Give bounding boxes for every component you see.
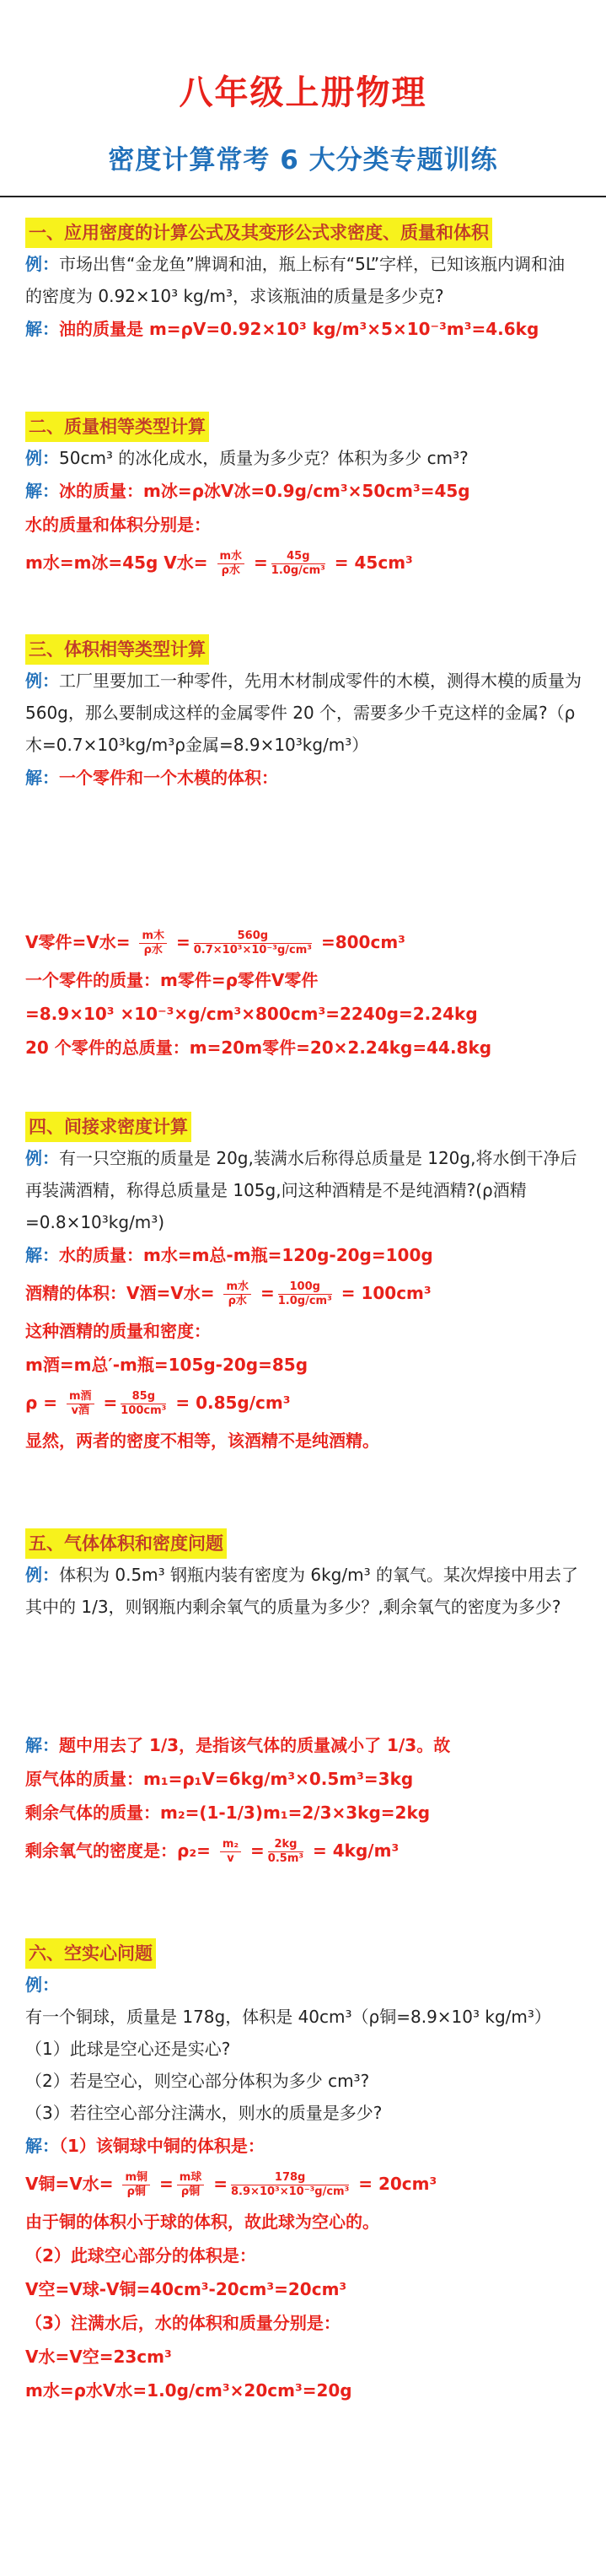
section-5-answer-2: 原气体的质量：m₁=ρ₁V=6kg/m³×0.5m³=3kg — [25, 1769, 414, 1789]
section-5 — [25, 1528, 582, 1872]
section-6-answer-7: V水=V空=23cm³ — [25, 2347, 172, 2367]
fraction: $\frac{\text{m酒}}{\text{v酒}}$ — [67, 1390, 94, 1418]
blank-space — [25, 1623, 582, 1728]
page-subtitle: 密度计算常考 6 大分类专题训练 — [108, 145, 498, 175]
section-2-answer-1: 解：冰的质量：m冰=ρ冰V冰=0.9g/cm³×50cm³=45g — [25, 481, 470, 501]
fraction: $\frac{560g}{\text{0.7×10³×10⁻³g/cm³}}$ — [193, 930, 312, 957]
example-label: 例： — [25, 254, 59, 274]
section-4-conclusion: 显然，两者的密度不相等，该酒精不是纯酒精。 — [25, 1431, 379, 1451]
section-4-formula-1: 酒精的体积：V酒=V水= $\frac{\text{m水}}{\text{ρ水}}$ = $\frac{100g}{\text{1.0g/cm³}}$ = 100cm³ — [25, 1280, 432, 1307]
blank-space — [25, 795, 582, 921]
section-3-answer-1: 解：一个零件和一个木模的体积： — [25, 768, 278, 788]
section-2-answer-2: 水的质量和体积分别是： — [25, 515, 211, 535]
section-6-question: 例：有一个铜球，质量是 178g，体积是 40cm³（ρ铜=8.9×10³ kg/m³） — [25, 1975, 551, 2027]
fraction: $\frac{\text{m铜}}{\text{ρ铜}}$ — [122, 2171, 150, 2199]
fraction: $\frac{178g}{\text{8.9×10³×10⁻³g/cm³}}$ — [231, 2171, 350, 2198]
section-5-heading: 五、气体体积和密度问题 — [25, 1528, 227, 1559]
section-4-heading: 四、间接求密度计算 — [25, 1112, 191, 1142]
section-5-answer-3: 剩余气体的质量：m₂=(1-1/3)m₁=2/3×3kg=2kg — [25, 1803, 431, 1823]
section-3-question: 例：工厂里要加工一种零件，先用木材制成零件的木模，测得木模的质量为 560g，那么要制成这样的金属零件 20 个，需要多少千克这样的金属?（ρ木=0.7×10³kg/m³ρ金属=8.9×10³kg/m³） — [25, 671, 582, 755]
fraction: $\frac{85g}{\text{100cm³}}$ — [121, 1390, 167, 1417]
section-3-answer-4: =8.9×10³ ×10⁻³×g/cm³×800cm³=2240g=2.24kg — [25, 1004, 478, 1024]
section-3-answer-5: 20 个零件的总质量：m=20m零件=20×2.24kg=44.8kg — [25, 1037, 492, 1058]
section-1-answer: 解：油的质量是 m=ρV=0.92×10³ kg/m³×5×10⁻³m³=4.6kg — [25, 319, 539, 339]
section-6-answer-5: V空=V球-V铜=40cm³-20cm³=20cm³ — [25, 2279, 347, 2299]
fraction: $\frac{100g}{\text{1.0g/cm³}}$ — [277, 1280, 332, 1307]
fraction: $\frac{\text{m水}}{\text{ρ水}}$ — [223, 1280, 251, 1308]
section-1 — [25, 218, 582, 346]
title-divider — [0, 196, 606, 197]
section-2 — [25, 412, 582, 584]
section-4-answer-1: 解：水的质量：m水=m总-m瓶=120g-20g=100g — [25, 1245, 433, 1265]
section-6-question-1: （1）此球是空心还是实心? — [25, 2039, 231, 2059]
section-6-answer-6: （3）注满水后，水的体积和质量分别是： — [25, 2313, 341, 2333]
section-3-formula: V零件=V水= $\frac{\text{m木}}{\text{ρ水}}$ = $\frac{560g}{\text{0.7×10³×10⁻³g/cm³}}$ =800cm³ — [25, 930, 405, 957]
section-4-answer-3: 这种酒精的质量和密度： — [25, 1321, 211, 1341]
fraction: $\frac{2kg}{\text{0.5m³}}$ — [267, 1838, 304, 1865]
section-2-question: 例：50cm³ 的冰化成水，质量为多少克？体积为多少 cm³? — [25, 448, 469, 468]
section-2-formula: m水=m冰=45g V水= $\frac{\text{m水}}{\text{ρ水}}$ = $\frac{45g}{\text{1.0g/cm³}}$ = 45cm³ — [25, 550, 413, 577]
section-6 — [25, 1938, 582, 2407]
section-1-heading: 一、应用密度的计算公式及其变形公式求密度、质量和体积 — [25, 218, 492, 248]
fraction: $\frac{\text{m木}}{\text{ρ水}}$ — [139, 930, 167, 957]
section-6-answer-8: m水=ρ水V水=1.0g/cm³×20cm³=20g — [25, 2380, 352, 2401]
fraction: $\frac{\text{m水}}{\text{ρ水}}$ — [217, 550, 245, 578]
section-1-question: 例：市场出售“金龙鱼”牌调和油，瓶上标有“5L”字样，已知该瓶内调和油的密度为 0.92×10³ kg/m³，求该瓶油的质量是多少克? — [25, 254, 566, 306]
section-3-heading: 三、体积相等类型计算 — [25, 634, 209, 665]
section-4-formula-2: ρ = $\frac{\text{m酒}}{\text{v酒}}$ = $\frac{85g}{\text{100cm³}}$ = 0.85g/cm³ — [25, 1390, 291, 1417]
page-title: 八年级上册物理 — [179, 73, 427, 112]
section-6-formula: V铜=V水= $\frac{\text{m铜}}{\text{ρ铜}}$ = $\frac{\text{m球}}{\text{ρ铜}}$ = $\frac{178g}{\text{8.9×10³×10⁻³g/cm³}}$ = 20cm³ — [25, 2171, 437, 2198]
section-5-formula: 剩余氧气的密度是：ρ₂= $\frac{\text{m₂}}{v}$ = $\frac{2kg}{\text{0.5m³}}$ = 4kg/m³ — [25, 1838, 400, 1865]
section-2-heading: 二、质量相等类型计算 — [25, 412, 209, 442]
section-4-answer-4: m酒=m总′-m瓶=105g-20g=85g — [25, 1355, 308, 1375]
section-6-heading: 六、空实心问题 — [25, 1938, 156, 1969]
section-4 — [25, 1112, 582, 1458]
solution-label: 解： — [25, 319, 59, 339]
fraction: $\frac{\text{m球}}{\text{ρ铜}}$ — [177, 2171, 205, 2199]
section-6-question-2: （2）若是空心，则空心部分体积为多少 cm³? — [25, 2071, 370, 2091]
fraction: $\frac{\text{m₂}}{v}$ — [220, 1838, 241, 1866]
section-6-answer-3: 由于铜的体积小于球的体积，故此球为空心的。 — [25, 2212, 379, 2232]
section-3 — [25, 634, 582, 1064]
section-6-answer-1: 解：（1）该铜球中铜的体积是： — [25, 2136, 265, 2156]
fraction: $\frac{45g}{\text{1.0g/cm³}}$ — [271, 550, 325, 577]
section-6-answer-4: （2）此球空心部分的体积是： — [25, 2245, 256, 2266]
section-3-answer-3: 一个零件的质量：m零件=ρ零件V零件 — [25, 970, 319, 990]
section-5-question: 例：体积为 0.5m³ 钢瓶内装有密度为 6kg/m³ 的氧气。某次焊接中用去了其中的 1/3，则钢瓶内剩余氧气的质量为多少？,剩余氧气的密度为多少? — [25, 1565, 578, 1617]
section-6-question-3: （3）若往空心部分注满水，则水的质量是多少? — [25, 2103, 383, 2123]
section-4-question: 例：有一只空瓶的质量是 20g,装满水后称得总质量是 120g,将水倒干净后再装满酒精，称得总质量是 105g,问这种酒精是不是纯酒精?(ρ酒精=0.8×10³kg/m³) — [25, 1148, 577, 1232]
section-5-answer-1: 解：题中用去了 1/3，是指该气体的质量减小了 1/3。故 — [25, 1735, 451, 1755]
